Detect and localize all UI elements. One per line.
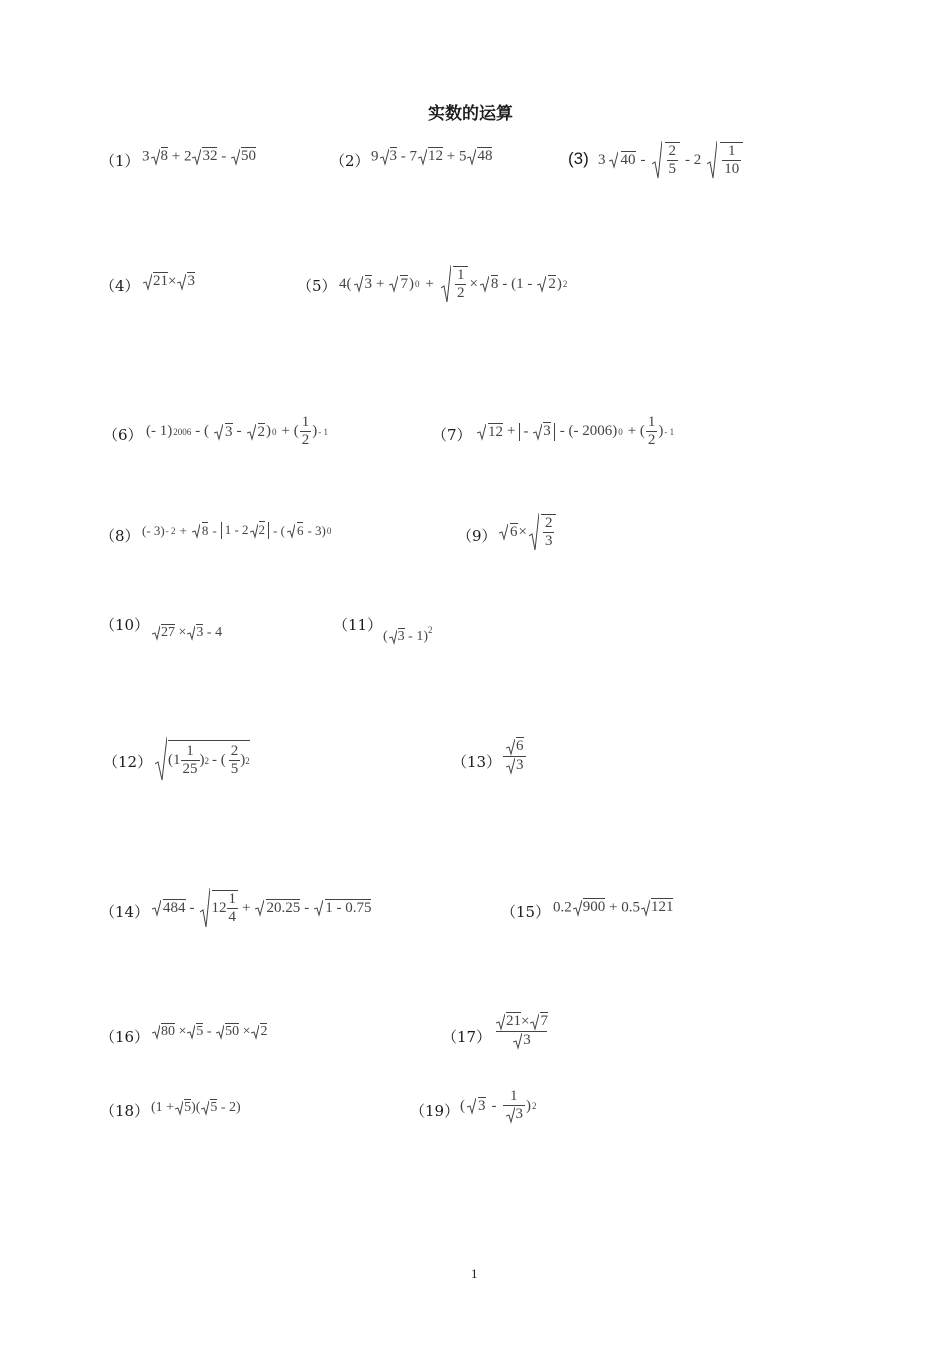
sqrt-sign: [216, 1024, 224, 1040]
problem-11-expression: ( 3 - 1)$^2$: [383, 625, 433, 644]
problem-6-expression: (- 1) 2006 - ( 3 - 2 ) 0 + ( 1 2 ) - 1: [146, 414, 328, 448]
sqrt-sign: [467, 1097, 476, 1115]
problem-label-5: （5）: [297, 277, 337, 295]
sqrt-sign: [652, 140, 662, 180]
sqrt-sign: [177, 273, 186, 291]
sqrt-sign: [477, 423, 486, 441]
problem-label-10: （10）: [100, 616, 150, 634]
problem-label-8: （8）: [100, 527, 140, 545]
sqrt-sign: [255, 899, 264, 917]
problem-1-expression: 3 8 + 2 32 - 50: [142, 148, 256, 165]
sqrt-sign: [214, 423, 223, 441]
sqrt-sign: [250, 523, 258, 539]
problem-label-12: （12）: [103, 753, 153, 771]
problem-label-1: （1）: [100, 152, 140, 170]
problem-label-13: （13）: [452, 753, 502, 771]
problem-3-expression: 3 40 - 2 5 - 2 1 10: [598, 140, 743, 180]
problem-label-14: （14）: [100, 903, 150, 921]
sqrt-sign: [251, 1024, 259, 1040]
problem-label-11: （11）: [333, 616, 383, 634]
sqrt-sign: [192, 148, 201, 166]
absolute-value: 1 - 2 2: [221, 522, 269, 539]
sqrt-sign: [287, 523, 295, 539]
sqrt-sign: [707, 140, 717, 180]
problem-label-15: （15）: [501, 903, 551, 921]
problem-15-expression: 0.2 900 + 0.5 121: [553, 899, 674, 916]
problem-2-expression: 9 3 - 7 12 + 5 48: [371, 148, 493, 165]
problem-9-expression: 6 × 2 3: [498, 512, 556, 552]
sqrt-sign: [152, 899, 161, 917]
problem-18-expression: (1 + 5)( 5 - 2): [151, 1100, 241, 1116]
problem-7-expression: 12 + - 3 - (- 2006) 0 + ( 1 2 ) - 1: [476, 414, 674, 449]
problem-label-18: （18）: [100, 1102, 150, 1120]
sqrt-sign: [529, 512, 539, 552]
sqrt-sign: [389, 275, 398, 293]
problem-16-expression: 80 × 5 - 50 × 2: [151, 1024, 267, 1040]
sqrt-sign: [187, 1024, 195, 1040]
problem-19-expression: ( 3 - 1 3 ) 2: [460, 1088, 537, 1123]
sqrt-sign: [506, 738, 515, 756]
sqrt-sign: [247, 423, 256, 441]
sqrt-sign: [314, 899, 323, 917]
sqrt-sign: [152, 625, 160, 641]
sqrt-sign: [441, 264, 451, 304]
sqrt-sign: [530, 1013, 539, 1031]
sqrt-sign: [499, 523, 508, 541]
sqrt-sign: [573, 899, 582, 917]
problem-label-16: （16）: [100, 1028, 150, 1046]
problem-4-expression: 21× 3: [142, 273, 195, 291]
sqrt-sign: [467, 148, 476, 166]
problem-17-expression: 21× 7 3: [495, 1013, 548, 1050]
problem-label-3: (3): [568, 149, 589, 168]
sqrt-sign: [187, 625, 195, 641]
sqrt-sign: [231, 148, 240, 166]
problem-14-expression: 484 - 12 1 4 + 20.25 - 1 - 0.75: [151, 887, 371, 929]
problem-label-19: （19）: [410, 1102, 460, 1120]
sqrt-sign: [537, 275, 546, 293]
sqrt-sign: [354, 275, 363, 293]
problem-label-9: （9）: [457, 527, 497, 545]
page-title: 实数的运算: [428, 104, 513, 124]
problem-5-expression: 4( 3 + 7 ) 0 + $\frac{1}{2}$ × 8 - (1 - 2 ) 2: [339, 264, 567, 304]
sqrt-sign: [506, 757, 515, 775]
problem-12-expression: (1 1 25 ) 2 - ( 2 5 ) 2: [154, 736, 250, 782]
sqrt-sign: [143, 273, 152, 291]
sqrt-sign: [175, 1100, 183, 1116]
sqrt-sign: [506, 1106, 515, 1124]
problem-8-expression: (- 3) - 2 + 8 - 1 - 2 2 - ( 6 - 3) 0: [142, 522, 332, 538]
problem-label-4: （4）: [100, 277, 140, 295]
problem-label-17: （17）: [442, 1028, 492, 1046]
sqrt-sign: [533, 423, 542, 441]
sqrt-sign: [155, 736, 167, 782]
sqrt-sign: [641, 899, 650, 917]
sqrt-sign: [496, 1013, 505, 1031]
sqrt-sign: [151, 148, 160, 166]
problem-label-2: （2）: [330, 152, 370, 170]
sqrt-sign: [389, 629, 397, 645]
sqrt-sign: [200, 887, 210, 929]
page-number: 1: [471, 1266, 478, 1281]
sqrt-sign: [513, 1032, 522, 1050]
sqrt-sign: [380, 148, 389, 166]
problem-label-6: （6）: [103, 426, 143, 444]
absolute-value: - 3: [519, 423, 554, 441]
problem-10-expression: 27 × 3 - 4: [151, 625, 222, 641]
sqrt-sign: [201, 1100, 209, 1116]
problem-label-7: （7）: [432, 426, 472, 444]
sqrt-sign: [480, 275, 489, 293]
sqrt-sign: [152, 1024, 160, 1040]
sqrt-sign: [609, 151, 618, 169]
sqrt-sign: [192, 523, 200, 539]
problem-13-expression: 6 3: [503, 738, 526, 775]
sqrt-sign: [418, 148, 427, 166]
